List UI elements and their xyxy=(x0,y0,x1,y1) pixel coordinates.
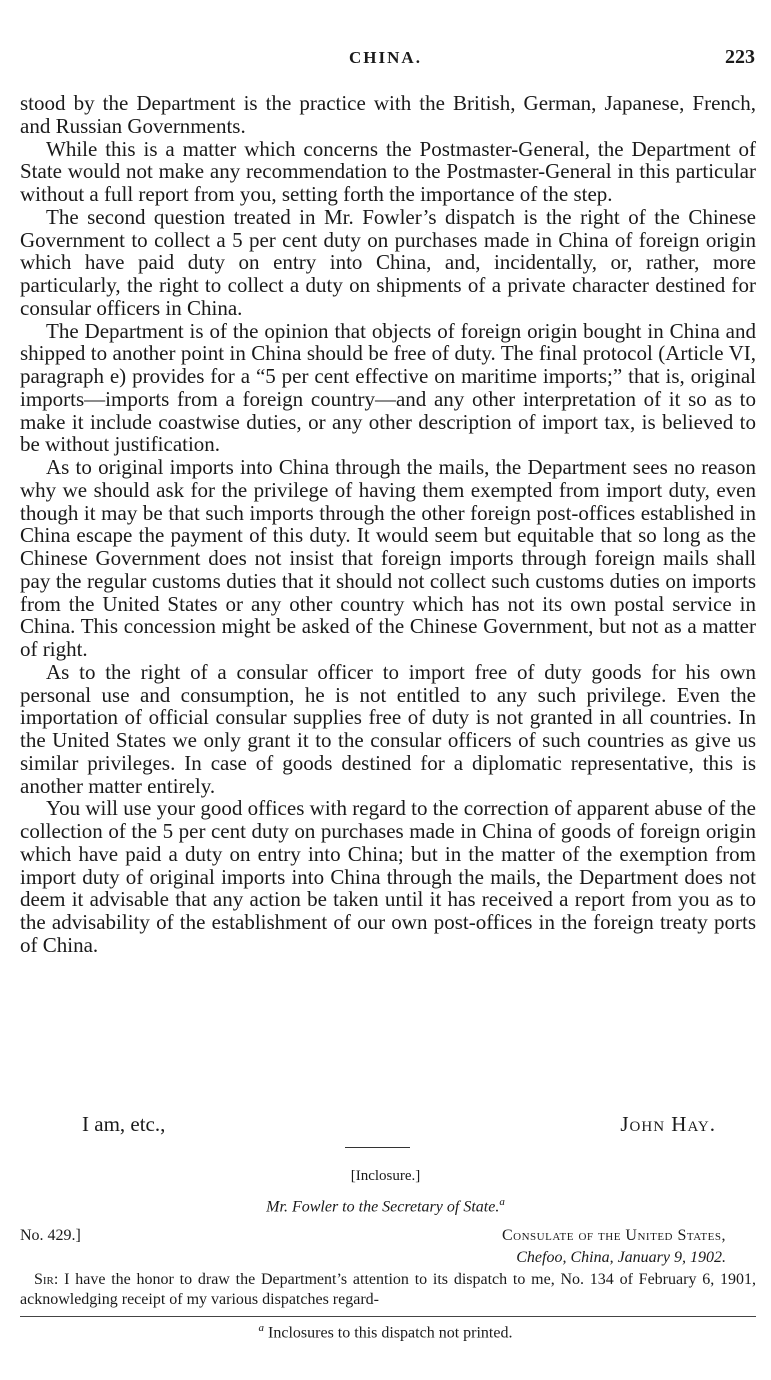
letter-heading-text: Mr. Fowler to the Secretary of State. xyxy=(266,1198,500,1216)
inclosure-label: [Inclosure.] xyxy=(350,1168,421,1184)
salutation: Sir: xyxy=(34,1271,59,1288)
running-title: CHINA. xyxy=(349,48,422,67)
footnote-mark: a xyxy=(258,1322,265,1334)
letter-number: No. 429.] xyxy=(20,1227,81,1244)
paragraph-6: As to the right of a consular officer to import free of duty goods for his own personal use and consumption, he is not entitled to any such privilege. Even the importation of official consular supplies free of duty is not granted in all countries. In the United States we only grant it to the consular officers of such countries as give us similar privileges. In case of goods destined for a diplomatic representative, this is another matter entirely. xyxy=(20,659,756,798)
signature: John Hay. xyxy=(620,1112,716,1136)
footnote xyxy=(0,1322,771,1342)
paragraph-2: While this is a matter which concerns the Postmaster-General, the Department of State would not make any recommendation to the Postmaster-General in this particular without a full report from you, setting forth the importance of the step. xyxy=(20,136,756,206)
closing-line xyxy=(20,1112,756,1138)
paragraph-7: You will use your good offices with regard to the correction of apparent abuse of the collection of the 5 per cent duty on purchases made in China of goods of foreign origin which have paid a duty on entry into China; but in the matter of the exemption from import duty of original imports into China through the mails, the Department does not deem it advisable that any action be taken until it has received a report from you as to the advisability of the establishment of our own post-offices in the foreign treaty ports of China. xyxy=(20,796,756,957)
running-head xyxy=(0,48,771,74)
footnote-text: Inclosures to this dispatch not printed. xyxy=(268,1324,513,1342)
place-date: Chefoo, China, January 9, 1902. xyxy=(516,1249,726,1266)
footnote-reference: a xyxy=(499,1196,505,1208)
complimentary-close: I am, etc., xyxy=(82,1112,166,1136)
paragraph-3: The second question treated in Mr. Fowler’s dispatch is the right of the Chinese Government to collect a 5 per cent duty on purchases made in China of foreign origin which have paid duty on entry into China, and, incidentally, or, rather, more particularly, the right to collect a duty on shipments of a private character destined for consular officers in China. xyxy=(20,204,756,320)
paragraph-1: stood by the Department is the practice with the British, German, Japanese, French, and Russian Governments. xyxy=(20,91,756,138)
page-number: 223 xyxy=(725,46,755,68)
letter-heading xyxy=(0,1196,771,1216)
paragraph-5: As to original imports into China through the mails, the Department sees no reason why we should ask for the privilege of having them exempted from import duty, even though it may be that such imports through the other foreign post-offices established in China escape the payment of this duty. It would seem but equitable that so long as the Chinese Government does not insist that foreign imports through foreign mails shall pay the regular customs duties that it should not collect such customs duties on imports from the United States or any other country which has not its own postal service in China. This concession might be asked of the Chinese Government, but not as a matter of right. xyxy=(20,455,756,661)
body-text xyxy=(20,92,756,957)
letter-body xyxy=(20,1270,756,1310)
letter-text: I have the honor to draw the Department’s attention to its dispatch to me, No. 134 of February 6, 1901, acknowledging receipt of my various dispatches regard- xyxy=(20,1271,757,1308)
section-divider xyxy=(345,1147,410,1148)
letter-paragraph xyxy=(20,1270,756,1310)
consulate-address: Consulate of the United States, xyxy=(501,1227,726,1244)
paragraph-4: The Department is of the opinion that objects of foreign origin bought in China and shipped to another point in China should be free of duty. The final protocol (Article VI, paragraph e) provides for a “5 per cent effective on maritime imports;” that is, original imports—imports from a foreign country—and any other interpretation of it so as to make it include coastwise duties, or any other description of import tax, is believed to be without justification. xyxy=(20,318,756,457)
footnote-rule xyxy=(20,1316,756,1317)
